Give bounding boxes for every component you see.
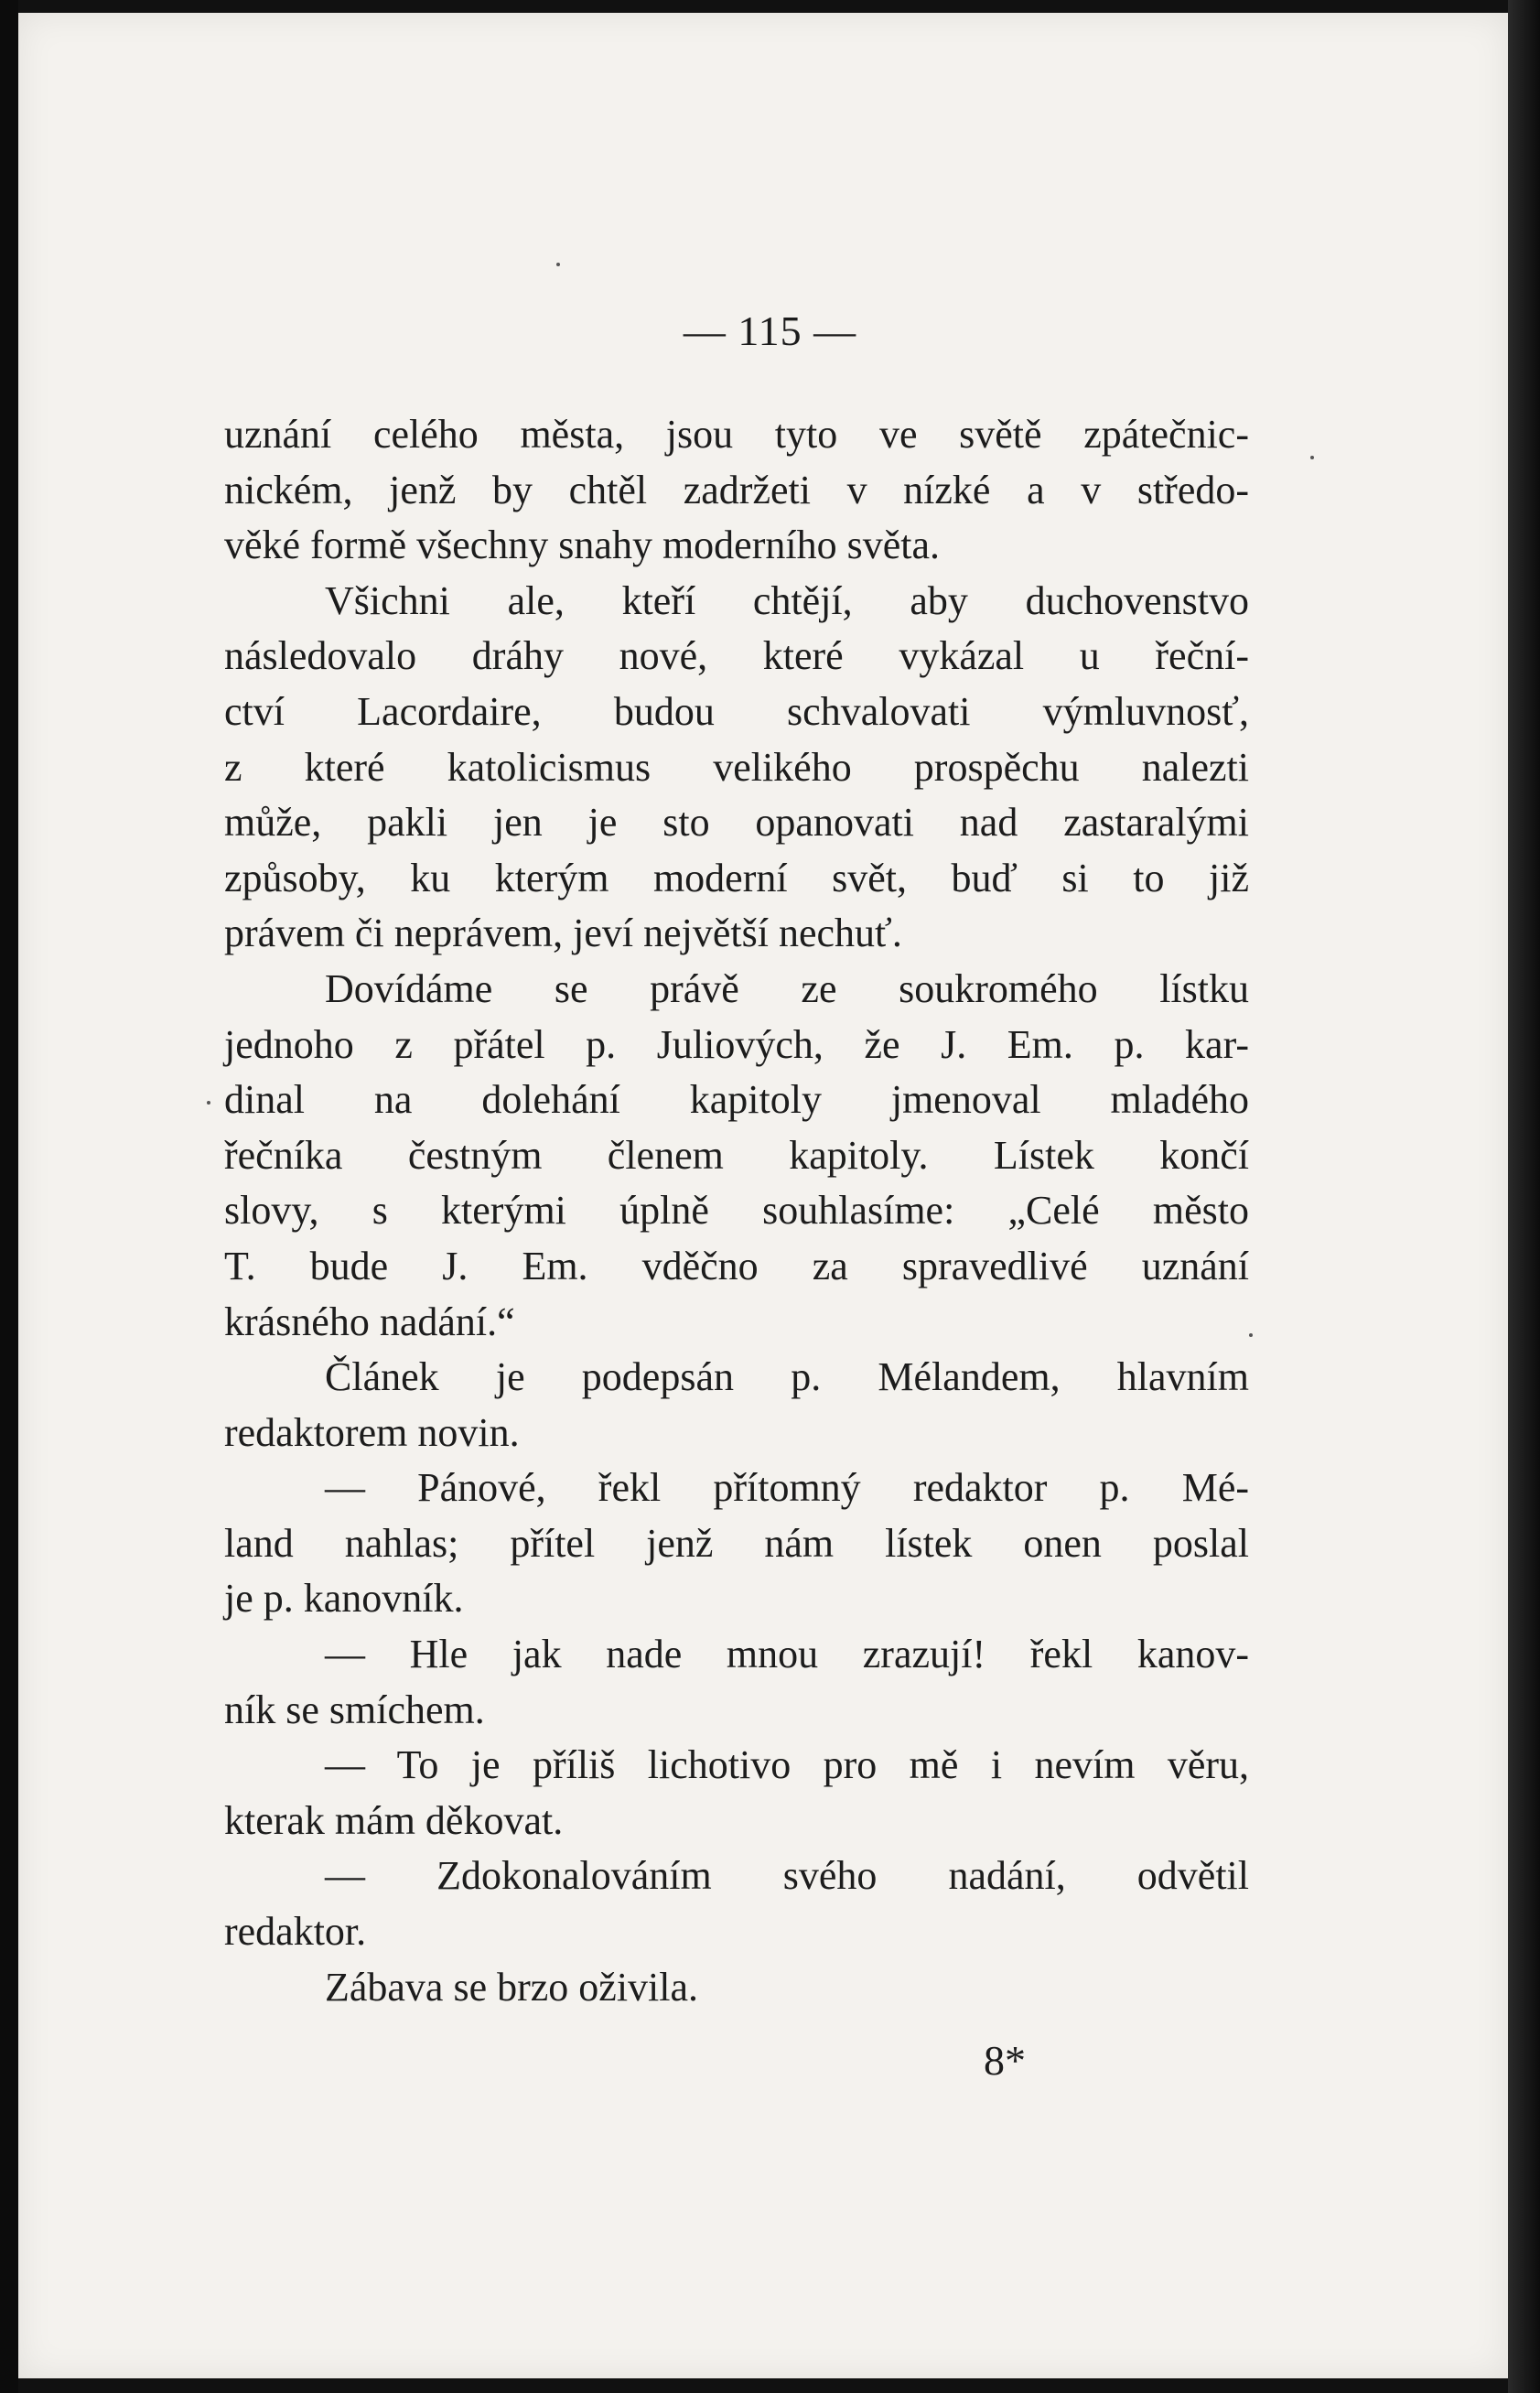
text-line: kterak mám děkovat. [224,1797,564,1843]
text-line: z které katolicismus velikého prospěchu nalezti [224,744,1249,790]
text-line: Zábava se brzo oživila. [325,1964,699,2010]
text-line: — Hle jak nade mnou zrazují! řekl kanov- [325,1632,1249,1677]
text-line: krásného nadání.“ [224,1299,515,1344]
text-line: Článek je podepsán p. Mélandem, hlavním [325,1354,1249,1400]
text-line: způsoby, ku kterým moderní svět, buď si to již [224,855,1249,900]
text-line: Dovídáme se právě ze soukromého lístku [325,965,1249,1011]
text-line: může, pakli jen je sto opanovati nad zastaralými [224,800,1249,846]
text-line: dinal na dolehání kapitoly jmenoval mladého [224,1077,1249,1123]
text-line: uznání celého města, jsou tyto ve světě zpátečnic- [224,412,1249,457]
text-line: ctví Lacordaire, budou schvalovati výmluvnosť, [224,688,1249,734]
right-book-edge [1508,0,1540,2393]
text-line: — Zdokonalováním svého nadání, odvětil [325,1853,1249,1899]
paper-speck [556,263,560,266]
text-line: řečníka čestným členem kapitoly. Lístek končí [224,1132,1249,1178]
text-line: slovy, s kterými úplně souhlasíme: „Celé město [224,1188,1249,1234]
left-book-edge [0,0,18,2393]
text-line: následovalo dráhy nové, které vykázal u řeční- [224,633,1249,679]
text-line: jednoho z přátel p. Juliových, že J. Em. p. kar- [224,1021,1249,1067]
text-line: — Pánové, řekl přítomný redaktor p. Mé- [325,1465,1249,1511]
text-line: nickém, jenž by chtěl zadržeti v nízké a v středo- [224,467,1249,512]
text-line: redaktor. [224,1909,367,1955]
text-line: věké formě všechny snahy moderního světa. [224,523,940,568]
text-line: redaktorem novin. [224,1409,520,1455]
page-number: — 115 — [683,307,857,354]
paper-speck [1249,1333,1253,1337]
text-line: — To je příliš lichotivo pro mě i nevím věru, [325,1742,1249,1788]
text-line: Všichni ale, kteří chtějí, aby duchovenstvo [325,577,1249,623]
body-text [224,407,1249,2015]
text-line: land nahlas; přítel jenž nám lístek onen poslal [224,1520,1249,1566]
paper-speck [1310,456,1314,459]
text-line: právem či neprávem, jeví největší nechuť. [224,911,902,956]
text-line: je p. kanovník. [224,1576,464,1622]
printer-signature-mark: 8* [984,2037,1026,2084]
text-line: T. bude J. Em. vděčno za spravedlivé uznání [224,1243,1249,1288]
paper-speck [207,1101,210,1105]
text-line: ník se smíchem. [224,1687,485,1732]
